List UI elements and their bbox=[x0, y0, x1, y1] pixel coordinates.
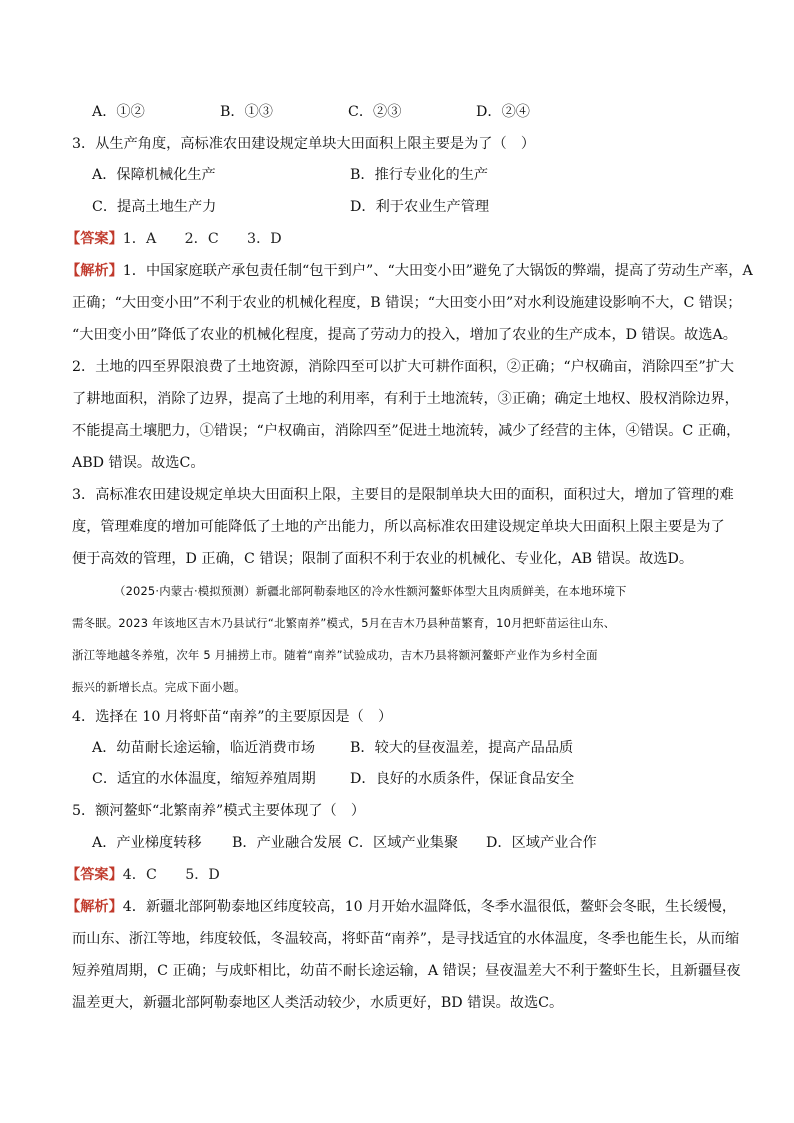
q4-options-row1 bbox=[92, 738, 573, 758]
q2-options bbox=[92, 102, 604, 122]
analysis-line: 温差更大，新疆北部阿勒泰地区人类活动较少，水质更好，BD 错误。故选C。 bbox=[72, 995, 564, 1011]
analysis-line: “大田变小田”降低了农业的机械化程度，提高了劳动力的投入，增加了农业的生产成本，D 错误。故选A。 bbox=[72, 327, 737, 343]
material-line: （2025·内蒙古·模拟预测）新疆北部阿勒泰地区的冷水性额河鳌虾体型大且肉质鲜美，在本地环境下 bbox=[114, 584, 627, 598]
analysis-text: 4．新疆北部阿勒泰地区纬度较高，10 月开始水温降低，冬季水温很低，鳌虾会冬眠，生长缓慢， bbox=[122, 899, 737, 915]
analysis-tag: 【解析】 bbox=[66, 899, 123, 915]
answer-tag: 【答案】 bbox=[66, 231, 123, 247]
q5-options bbox=[92, 833, 597, 853]
analysis-line: 了耕地面积，消除了边界，提高了土地的利用率，有利于土地流转，③正确；确定土地权、股权消除边界， bbox=[72, 391, 739, 407]
q4-stem: 4．选择在 10 月将虾苗“南养”的主要原因是（ ） bbox=[72, 709, 393, 725]
q4-options-row2 bbox=[92, 769, 574, 789]
q5-option-c: C．区域产业集聚 bbox=[348, 835, 459, 851]
analysis-line bbox=[66, 897, 736, 917]
analysis-line: 2．土地的四至界限浪费了土地资源，消除四至可以扩大可耕作面积，②正确；“户权确亩，消除四至”扩大 bbox=[72, 359, 734, 375]
q3-stem: 3．从生产角度，高标准农田建设规定单块大田面积上限主要是为了（ ） bbox=[72, 136, 536, 152]
q5-option-d: D．区域产业合作 bbox=[486, 835, 597, 851]
analysis-tag: 【解析】 bbox=[66, 263, 123, 279]
q3-options-row1 bbox=[92, 165, 488, 185]
q4-option-a: A．幼苗耐长途运输，临近消费市场 bbox=[92, 740, 316, 756]
analysis-line: 而山东、浙江等地，纬度较低，冬温较高，将虾苗“南养”，是寻找适宜的水体温度，冬季也能生长，从而缩 bbox=[72, 931, 740, 947]
q5-stem: 5．额河鳌虾“北繁南养”模式主要体现了（ ） bbox=[72, 803, 366, 819]
analysis-line: 3．高标准农田建设规定单块大田面积上限，主要目的是限制单块大田的面积，面积过大，增加了管理的难 bbox=[72, 487, 734, 503]
q4-option-b: B．较大的昼夜温差，提高产品品质 bbox=[350, 740, 574, 756]
analysis-line: 短养殖周期，C 正确；与成虾相比，幼苗不耐长途运输，A 错误；昼夜温差大不利于鳌虾生长，且新疆昼夜 bbox=[72, 963, 741, 979]
q3-option-d: D．利于农业生产管理 bbox=[350, 199, 490, 215]
answer-tag: 【答案】 bbox=[66, 867, 123, 883]
analysis-text: 1．中国家庭联产承包责任制“包干到户”、“大田变小田”避免了大锅饭的弊端，提高了劳动生产率，A bbox=[122, 263, 753, 279]
q5-option-b: B．产业融合发展 bbox=[232, 835, 342, 851]
analysis-line: 便于高效的管理，D 正确，C 错误；限制了面积不利于农业的机械化、专业化，AB 错误。故选D。 bbox=[72, 551, 694, 567]
q2-option-d: D．②④ bbox=[476, 104, 530, 120]
analysis-line: 度，管理难度的增加可能降低了土地的产出能力，所以高标准农田建设规定单块大田面积上限主要是为了 bbox=[72, 519, 725, 535]
material-line: 浙江等地越冬养殖，次年 5 月捕捞上市。随着“南养”试验成功，吉木乃县将额河鳌虾产业作为乡村全面 bbox=[72, 648, 598, 662]
answer-text: 4．C 5．D bbox=[122, 867, 220, 883]
analysis-line: 正确；“大田变小田”不利于农业的机械化程度，B 错误；“大田变小田”对水利设施建设影响不大，C 错误； bbox=[72, 295, 742, 311]
q5-option-a: A．产业梯度转移 bbox=[92, 835, 202, 851]
material-line: 需冬眠。2023 年该地区吉木乃县试行“北繁南养”模式，5月在吉木乃县种苗繁育，10月把虾苗运往山东、 bbox=[72, 616, 616, 630]
analysis-line: 不能提高土壤肥力，①错误；“户权确亩，消除四至”促进土地流转，减少了经营的主体，④错误。C 正确， bbox=[72, 423, 741, 439]
answer-block-2 bbox=[66, 865, 220, 885]
answer-text: 1．A 2．C 3．D bbox=[122, 231, 282, 247]
q2-option-a: A．①② bbox=[92, 104, 145, 120]
analysis-line bbox=[66, 261, 753, 281]
q4-option-c: C．适宜的水体温度，缩短养殖周期 bbox=[92, 771, 316, 787]
q2-option-c: C．②③ bbox=[348, 104, 402, 120]
q3-options-row2 bbox=[92, 197, 489, 217]
material-line: 振兴的新增长点。完成下面小题。 bbox=[72, 680, 246, 694]
q3-option-c: C．提高土地生产力 bbox=[92, 199, 217, 215]
q4-option-d: D．良好的水质条件，保证食品安全 bbox=[350, 771, 575, 787]
analysis-line: ABD 错误。故选C。 bbox=[72, 455, 205, 471]
answer-block-1 bbox=[66, 229, 282, 249]
q3-option-a: A．保障机械化生产 bbox=[92, 167, 216, 183]
q3-option-b: B．推行专业化的生产 bbox=[350, 167, 489, 183]
q2-option-b: B．①③ bbox=[220, 104, 273, 120]
